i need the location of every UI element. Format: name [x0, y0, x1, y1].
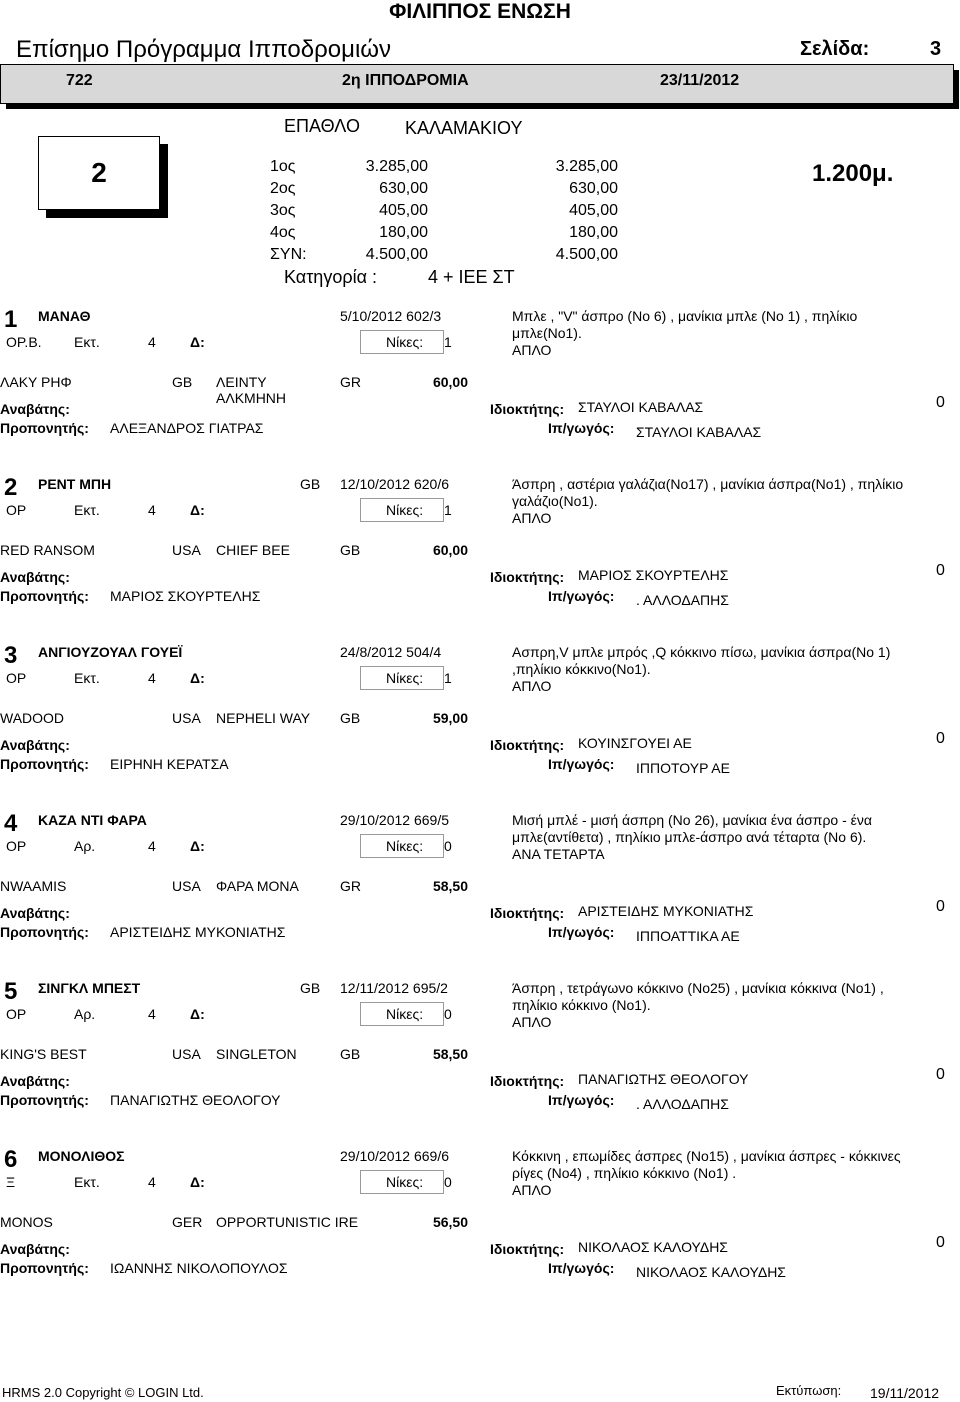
- prize-amount-total: 4.500,00: [555, 246, 618, 263]
- horse-type: Αρ.: [74, 838, 96, 854]
- silks-line-2: πηλίκιο κόκκινο (Νο1).: [512, 997, 651, 1013]
- dam-country: GB: [340, 542, 361, 558]
- silks-line-2: μπλε(Νο1).: [512, 325, 582, 341]
- horse-name: ΡΕΝΤ ΜΠΗ: [38, 476, 112, 492]
- wins-label: Νίκες:: [386, 1174, 424, 1190]
- breeder-name: ΝΙΚΟΛΑΟΣ ΚΑΛΟΥΔΗΣ: [636, 1264, 786, 1280]
- owner-name: ΝΙΚΟΛΑΟΣ ΚΑΛΟΥΔΗΣ: [578, 1239, 728, 1255]
- silks-line-3: ΑΠΛΟ: [512, 678, 552, 694]
- last-race: 29/10/2012 669/6: [340, 1148, 449, 1164]
- jockey-label: Αναβάτης:: [0, 401, 70, 417]
- breeder-label: Ιπ/γωγός:: [548, 1260, 615, 1276]
- race-distance: 1.200μ.: [812, 160, 894, 187]
- delta-label: Δ:: [190, 502, 205, 518]
- breeder-name: ΙΠΠΟΤΟΥΡ ΑΕ: [636, 760, 730, 776]
- horse-type: Εκτ.: [74, 502, 100, 518]
- delta-label: Δ:: [190, 334, 205, 350]
- wins-value: 1: [444, 334, 452, 350]
- horse-age: 4: [148, 334, 156, 350]
- silks-line-3: ΑΠΛΟ: [512, 510, 552, 526]
- prize-amount-total: 180,00: [569, 224, 618, 241]
- trainer-name: ΠΑΝΑΓΙΩΤΗΣ ΘΕΟΛΟΓΟΥ: [110, 1092, 281, 1108]
- copyright: HRMS 2.0 Copyright © LOGIN Ltd.: [2, 1385, 204, 1400]
- wins-value: 1: [444, 670, 452, 686]
- meeting-date: 23/11/2012: [660, 72, 740, 89]
- jockey-label: Αναβάτης:: [0, 569, 70, 585]
- prize-place: 4ος: [270, 224, 296, 241]
- owner-label: Ιδιοκτήτης:: [490, 569, 565, 585]
- dam-country: GB: [340, 1046, 361, 1062]
- horse-origin: GB: [300, 980, 321, 996]
- trainer-name: ΑΡΙΣΤΕΙΔΗΣ ΜΥΚΟΝΙΑΤΗΣ: [110, 924, 286, 940]
- prize-amount-total: 405,00: [569, 202, 618, 219]
- horse-sex: ΟΡ: [6, 670, 27, 686]
- sire-name: RED RANSOM: [0, 542, 95, 558]
- program-number: 722: [66, 72, 93, 89]
- horse-age: 4: [148, 1006, 156, 1022]
- horse-age: 4: [148, 502, 156, 518]
- carried-weight: 58,50: [432, 878, 468, 894]
- carried-weight: 59,00: [432, 710, 468, 726]
- horse-type: Εκτ.: [74, 1174, 100, 1190]
- horse-age: 4: [148, 670, 156, 686]
- sire-name: MONOS: [0, 1214, 53, 1230]
- owner-name: ΑΡΙΣΤΕΙΔΗΣ ΜΥΚΟΝΙΑΤΗΣ: [578, 903, 754, 919]
- last-race: 5/10/2012 602/3: [340, 308, 442, 324]
- last-race: 12/10/2012 620/6: [340, 476, 449, 492]
- owner-name: ΣΤΑΥΛΟΙ ΚΑΒΑΛΑΣ: [578, 399, 704, 415]
- wins-value: 0: [444, 1174, 452, 1190]
- owner-label: Ιδιοκτήτης:: [490, 737, 565, 753]
- silks-line-3: ΑΠΛΟ: [512, 342, 552, 358]
- horse-number: 3: [4, 642, 18, 669]
- record-zero: 0: [936, 394, 945, 411]
- dam-name: ΦΑΡΑ ΜΟΝΑ: [216, 878, 299, 894]
- carried-weight: 56,50: [432, 1214, 468, 1230]
- horse-number: 2: [4, 474, 18, 501]
- owner-label: Ιδιοκτήτης:: [490, 1073, 565, 1089]
- dam-name: NEPHELI WAY: [216, 710, 311, 726]
- silks-line-1: Ασπρη,V μπλε μπρός ,Q κόκκινο πίσω, μανίκια άσπρα(Νο 1): [512, 644, 891, 660]
- sire-name: ΛΑΚΥ ΡΗΦ: [0, 374, 72, 390]
- prize-name: ΚΑΛΑΜΑΚΙΟΥ: [405, 118, 523, 138]
- wins-value: 0: [444, 838, 452, 854]
- breeder-label: Ιπ/γωγός:: [548, 588, 615, 604]
- trainer-label: Προπονητής:: [0, 1260, 89, 1276]
- owner-label: Ιδιοκτήτης:: [490, 1241, 565, 1257]
- sire-country: USA: [172, 710, 201, 726]
- breeder-name: . ΑΛΛΟΔΑΠΗΣ: [636, 1096, 729, 1112]
- prize-amount-total: 630,00: [569, 180, 618, 197]
- breeder-label: Ιπ/γωγός:: [548, 1092, 615, 1108]
- trainer-label: Προπονητής:: [0, 1092, 89, 1108]
- breeder-name: . ΑΛΛΟΔΑΠΗΣ: [636, 592, 729, 608]
- delta-label: Δ:: [190, 1006, 205, 1022]
- horse-origin: GB: [300, 476, 321, 492]
- trainer-label: Προπονητής:: [0, 420, 89, 436]
- club-name: ΦΙΛΙΠΠΟΣ ΕΝΩΣΗ: [389, 0, 571, 23]
- print-date: 19/11/2012: [870, 1385, 940, 1401]
- wins-label: Νίκες:: [386, 1006, 424, 1022]
- wins-value: 1: [444, 502, 452, 518]
- prize-place: 2ος: [270, 180, 296, 197]
- horse-name: ΚΑΖΑ ΝΤΙ ΦΑΡΑ: [38, 812, 147, 828]
- record-zero: 0: [936, 1066, 945, 1083]
- prize-amount-total: 3.285,00: [555, 158, 618, 175]
- breeder-label: Ιπ/γωγός:: [548, 924, 615, 940]
- prize-amount: 4.500,00: [365, 246, 428, 263]
- wins-label: Νίκες:: [386, 502, 424, 518]
- category-value: 4 + ΙΕΕ ΣΤ: [428, 267, 515, 287]
- header-bar: [0, 64, 954, 104]
- trainer-label: Προπονητής:: [0, 756, 89, 772]
- sire-country: USA: [172, 878, 201, 894]
- breeder-label: Ιπ/γωγός:: [548, 756, 615, 772]
- silks-line-3: ΑΠΛΟ: [512, 1014, 552, 1030]
- wins-label: Νίκες:: [386, 334, 424, 350]
- prize-amount: 180,00: [379, 224, 428, 241]
- delta-label: Δ:: [190, 838, 205, 854]
- horse-number: 4: [4, 810, 18, 837]
- jockey-label: Αναβάτης:: [0, 1241, 70, 1257]
- last-race: 24/8/2012 504/4: [340, 644, 442, 660]
- silks-line-2: μπλε(αντίθετα) , πηλίκιο μπλε-άσπρο ανά τέταρτα (Νο 6).: [512, 829, 867, 845]
- trainer-name: ΑΛΕΞΑΝΔΡΟΣ ΓΙΑΤΡΑΣ: [110, 420, 264, 436]
- horse-age: 4: [148, 1174, 156, 1190]
- carried-weight: 58,50: [432, 1046, 468, 1062]
- delta-label: Δ:: [190, 670, 205, 686]
- owner-label: Ιδιοκτήτης:: [490, 401, 565, 417]
- jockey-label: Αναβάτης:: [0, 905, 70, 921]
- carried-weight: 60,00: [432, 374, 468, 390]
- jockey-label: Αναβάτης:: [0, 737, 70, 753]
- silks-line-2: γαλάζιο(Νο1).: [512, 493, 598, 509]
- horse-name: ΑΝΓΙΟΥΖΟΥΑΛ ΓΟΥΕΪ: [38, 644, 183, 660]
- silks-line-3: ΑΠΛΟ: [512, 1182, 552, 1198]
- trainer-name: ΙΩΑΝΝΗΣ ΝΙΚΟΛΟΠΟΥΛΟΣ: [110, 1260, 288, 1276]
- prize-place: ΣΥΝ:: [270, 246, 307, 263]
- sire-country: USA: [172, 542, 201, 558]
- horse-type: Αρ.: [74, 1006, 96, 1022]
- dam-name: OPPORTUNISTIC IRE: [216, 1214, 359, 1230]
- page-label: Σελίδα:: [800, 38, 870, 60]
- breeder-name: ΣΤΑΥΛΟΙ ΚΑΒΑΛΑΣ: [636, 424, 762, 440]
- horse-sex: Ξ: [6, 1174, 16, 1190]
- meeting-name: 2η ΙΠΠΟΔΡΟΜΙΑ: [342, 72, 469, 89]
- sire-name: WADOOD: [0, 710, 65, 726]
- sire-name: KING'S BEST: [0, 1046, 87, 1062]
- owner-name: ΠΑΝΑΓΙΩΤΗΣ ΘΕΟΛΟΓΟΥ: [578, 1071, 749, 1087]
- breeder-label: Ιπ/γωγός:: [548, 420, 615, 436]
- trainer-label: Προπονητής:: [0, 588, 89, 604]
- horse-sex: ΟΡ: [6, 838, 27, 854]
- carried-weight: 60,00: [432, 542, 468, 558]
- record-zero: 0: [936, 1234, 945, 1251]
- record-zero: 0: [936, 898, 945, 915]
- prize-place: 1ος: [270, 158, 296, 175]
- page-number: 3: [930, 38, 942, 60]
- prize-place: 3ος: [270, 202, 296, 219]
- breeder-name: ΙΠΠΟΑΤΤΙΚΑ ΑΕ: [636, 928, 740, 944]
- sire-country: USA: [172, 1046, 201, 1062]
- wins-label: Νίκες:: [386, 670, 424, 686]
- horse-name: ΜΑΝΑΘ: [38, 308, 91, 324]
- trainer-label: Προπονητής:: [0, 924, 89, 940]
- silks-line-3: ΑΝΑ ΤΕΤΑΡΤΑ: [512, 846, 605, 862]
- dam-name: ΛΕΙΝΤΥ: [216, 374, 267, 390]
- wins-value: 0: [444, 1006, 452, 1022]
- silks-line-1: Κόκκινη , επωμίδες άσπρες (Νο15) , μανίκια άσπρες - κόκκινες: [512, 1148, 901, 1164]
- sire-name: NWAAMIS: [0, 878, 67, 894]
- last-race: 29/10/2012 669/5: [340, 812, 449, 828]
- horse-sex: ΟΡ: [6, 1006, 27, 1022]
- prize-amount: 3.285,00: [365, 158, 428, 175]
- horse-number: 6: [4, 1146, 18, 1173]
- category-label: Κατηγορία :: [284, 267, 377, 287]
- page-title: Επίσημο Πρόγραμμα Ιπποδρομιών: [16, 36, 392, 63]
- jockey-label: Αναβάτης:: [0, 1073, 70, 1089]
- owner-name: ΚΟΥΙΝΣΓΟΥΕΙ ΑΕ: [578, 735, 692, 751]
- trainer-name: ΕΙΡΗΝΗ ΚΕΡΑΤΣΑ: [110, 756, 229, 772]
- silks-line-1: Μπλε , "V" άσπρο (Νο 6) , μανίκια μπλε (Νο 1) , πηλίκιο: [512, 308, 858, 324]
- dam-name: SINGLETON: [216, 1046, 297, 1062]
- horse-sex: ΟΡ.Β.: [6, 334, 42, 350]
- sire-country: GER: [172, 1214, 203, 1230]
- dam-country: GR: [340, 878, 361, 894]
- silks-line-2: ,πηλίκιο κόκκινο(Νο1).: [512, 661, 651, 677]
- wins-label: Νίκες:: [386, 838, 424, 854]
- dam-name-line-2: ΑΛΚΜΗΝΗ: [216, 390, 287, 406]
- record-zero: 0: [936, 730, 945, 747]
- silks-line-2: ρίγες (Νο4) , πηλίκιο κόκκινο (Νο1) .: [512, 1165, 737, 1181]
- print-label: Εκτύπωση:: [776, 1383, 842, 1398]
- horse-name: ΜΟΝΟΛΙΘΟΣ: [38, 1148, 125, 1164]
- last-race: 12/11/2012 695/2: [340, 980, 448, 996]
- delta-label: Δ:: [190, 1174, 205, 1190]
- race-number: 2: [38, 136, 160, 210]
- prize-amount: 405,00: [379, 202, 428, 219]
- dam-name: CHIEF BEE: [216, 542, 290, 558]
- silks-line-1: Μισή μπλέ - μισή άσπρη (Νο 26), μανίκια ένα άσπρο - ένα: [512, 812, 872, 828]
- trainer-name: ΜΑΡΙΟΣ ΣΚΟΥΡΤΕΛΗΣ: [110, 588, 261, 604]
- owner-name: ΜΑΡΙΟΣ ΣΚΟΥΡΤΕΛΗΣ: [578, 567, 729, 583]
- prize-amount: 630,00: [379, 180, 428, 197]
- horse-type: Εκτ.: [74, 670, 100, 686]
- dam-country: GR: [340, 374, 361, 390]
- horse-name: ΣΙΝΓΚΛ ΜΠΕΣΤ: [38, 980, 141, 996]
- dam-country: GB: [340, 710, 361, 726]
- silks-line-1: Άσπρη , αστέρια γαλάζια(Νο17) , μανίκια άσπρα(Νο1) , πηλίκιο: [512, 476, 904, 492]
- horse-age: 4: [148, 838, 156, 854]
- horse-type: Εκτ.: [74, 334, 100, 350]
- horse-number: 1: [4, 306, 18, 333]
- owner-label: Ιδιοκτήτης:: [490, 905, 565, 921]
- horse-number: 5: [4, 978, 18, 1005]
- horse-sex: ΟΡ: [6, 502, 27, 518]
- sire-country: GB: [172, 374, 193, 390]
- record-zero: 0: [936, 562, 945, 579]
- prize-label: ΕΠΑΘΛΟ: [284, 116, 360, 136]
- silks-line-1: Άσπρη , τετράγωνο κόκκινο (Νο25) , μανίκια κόκκινα (Νο1) ,: [512, 980, 884, 996]
